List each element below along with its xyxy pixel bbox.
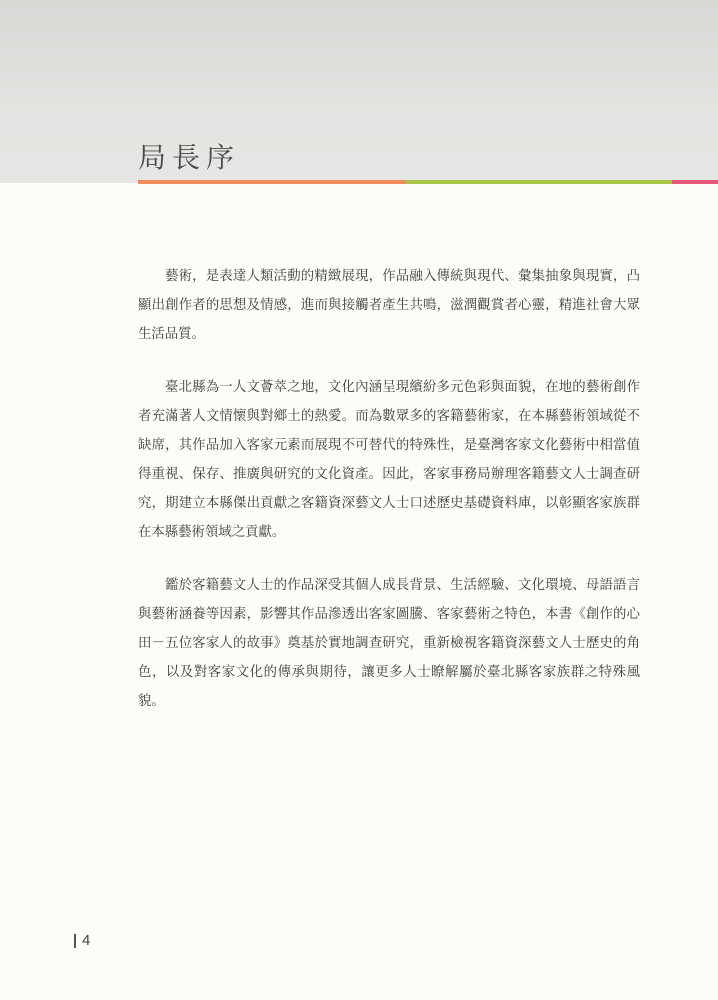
title-rule-orange [138, 180, 406, 184]
paragraph: 鑑於客籍藝文人士的作品深受其個人成長背景、生活經驗、文化環境、母語語言與藝術涵養等因素，影響其作品滲透出客家圖騰、客家藝術之特色，本書《創作的心田－五位客家人的故事》奠基於實地調查研究，重新檢視客籍資深藝文人士歷史的角色，以及對客家文化的傳承與期待，讓更多人士瞭解屬於臺北縣客家族群之特殊風貌。 [138, 578, 640, 709]
header-band [0, 0, 718, 183]
page-number-divider [74, 934, 76, 948]
paragraph: 藝術，是表達人類活動的精緻展現，作品融入傳統與現代、彙集抽象與現實，凸顯出創作者的思想及情感，進而與接觸者產生共鳴，滋潤觀賞者心靈，精進社會大眾生活品質。 [138, 269, 640, 342]
page-footer [74, 933, 90, 949]
page-number: 4 [82, 932, 91, 949]
paragraph: 臺北縣為一人文薈萃之地，文化內涵呈現繽紛多元色彩與面貌，在地的藝術創作者充滿著人文情懷與對鄉土的熱愛。而為數眾多的客籍藝術家，在本縣藝術領域從不缺席，其作品加入客家元素而展現不可替代的特殊性，是臺灣客家文化藝術中相當值得重視、保存、推廣與研究的文化資產。因此，客家事務局辦理客籍藝文人士調查研究，期建立本縣傑出貢獻之客籍資深藝文人士口述歷史基礎資料庫，以彰顯客家族群在本縣藝術領域之貢獻。 [138, 380, 640, 540]
body-text [138, 262, 640, 740]
title-rule-green [406, 180, 672, 184]
title-rule-pink [672, 180, 718, 184]
page-title: 局長序 [138, 141, 241, 174]
